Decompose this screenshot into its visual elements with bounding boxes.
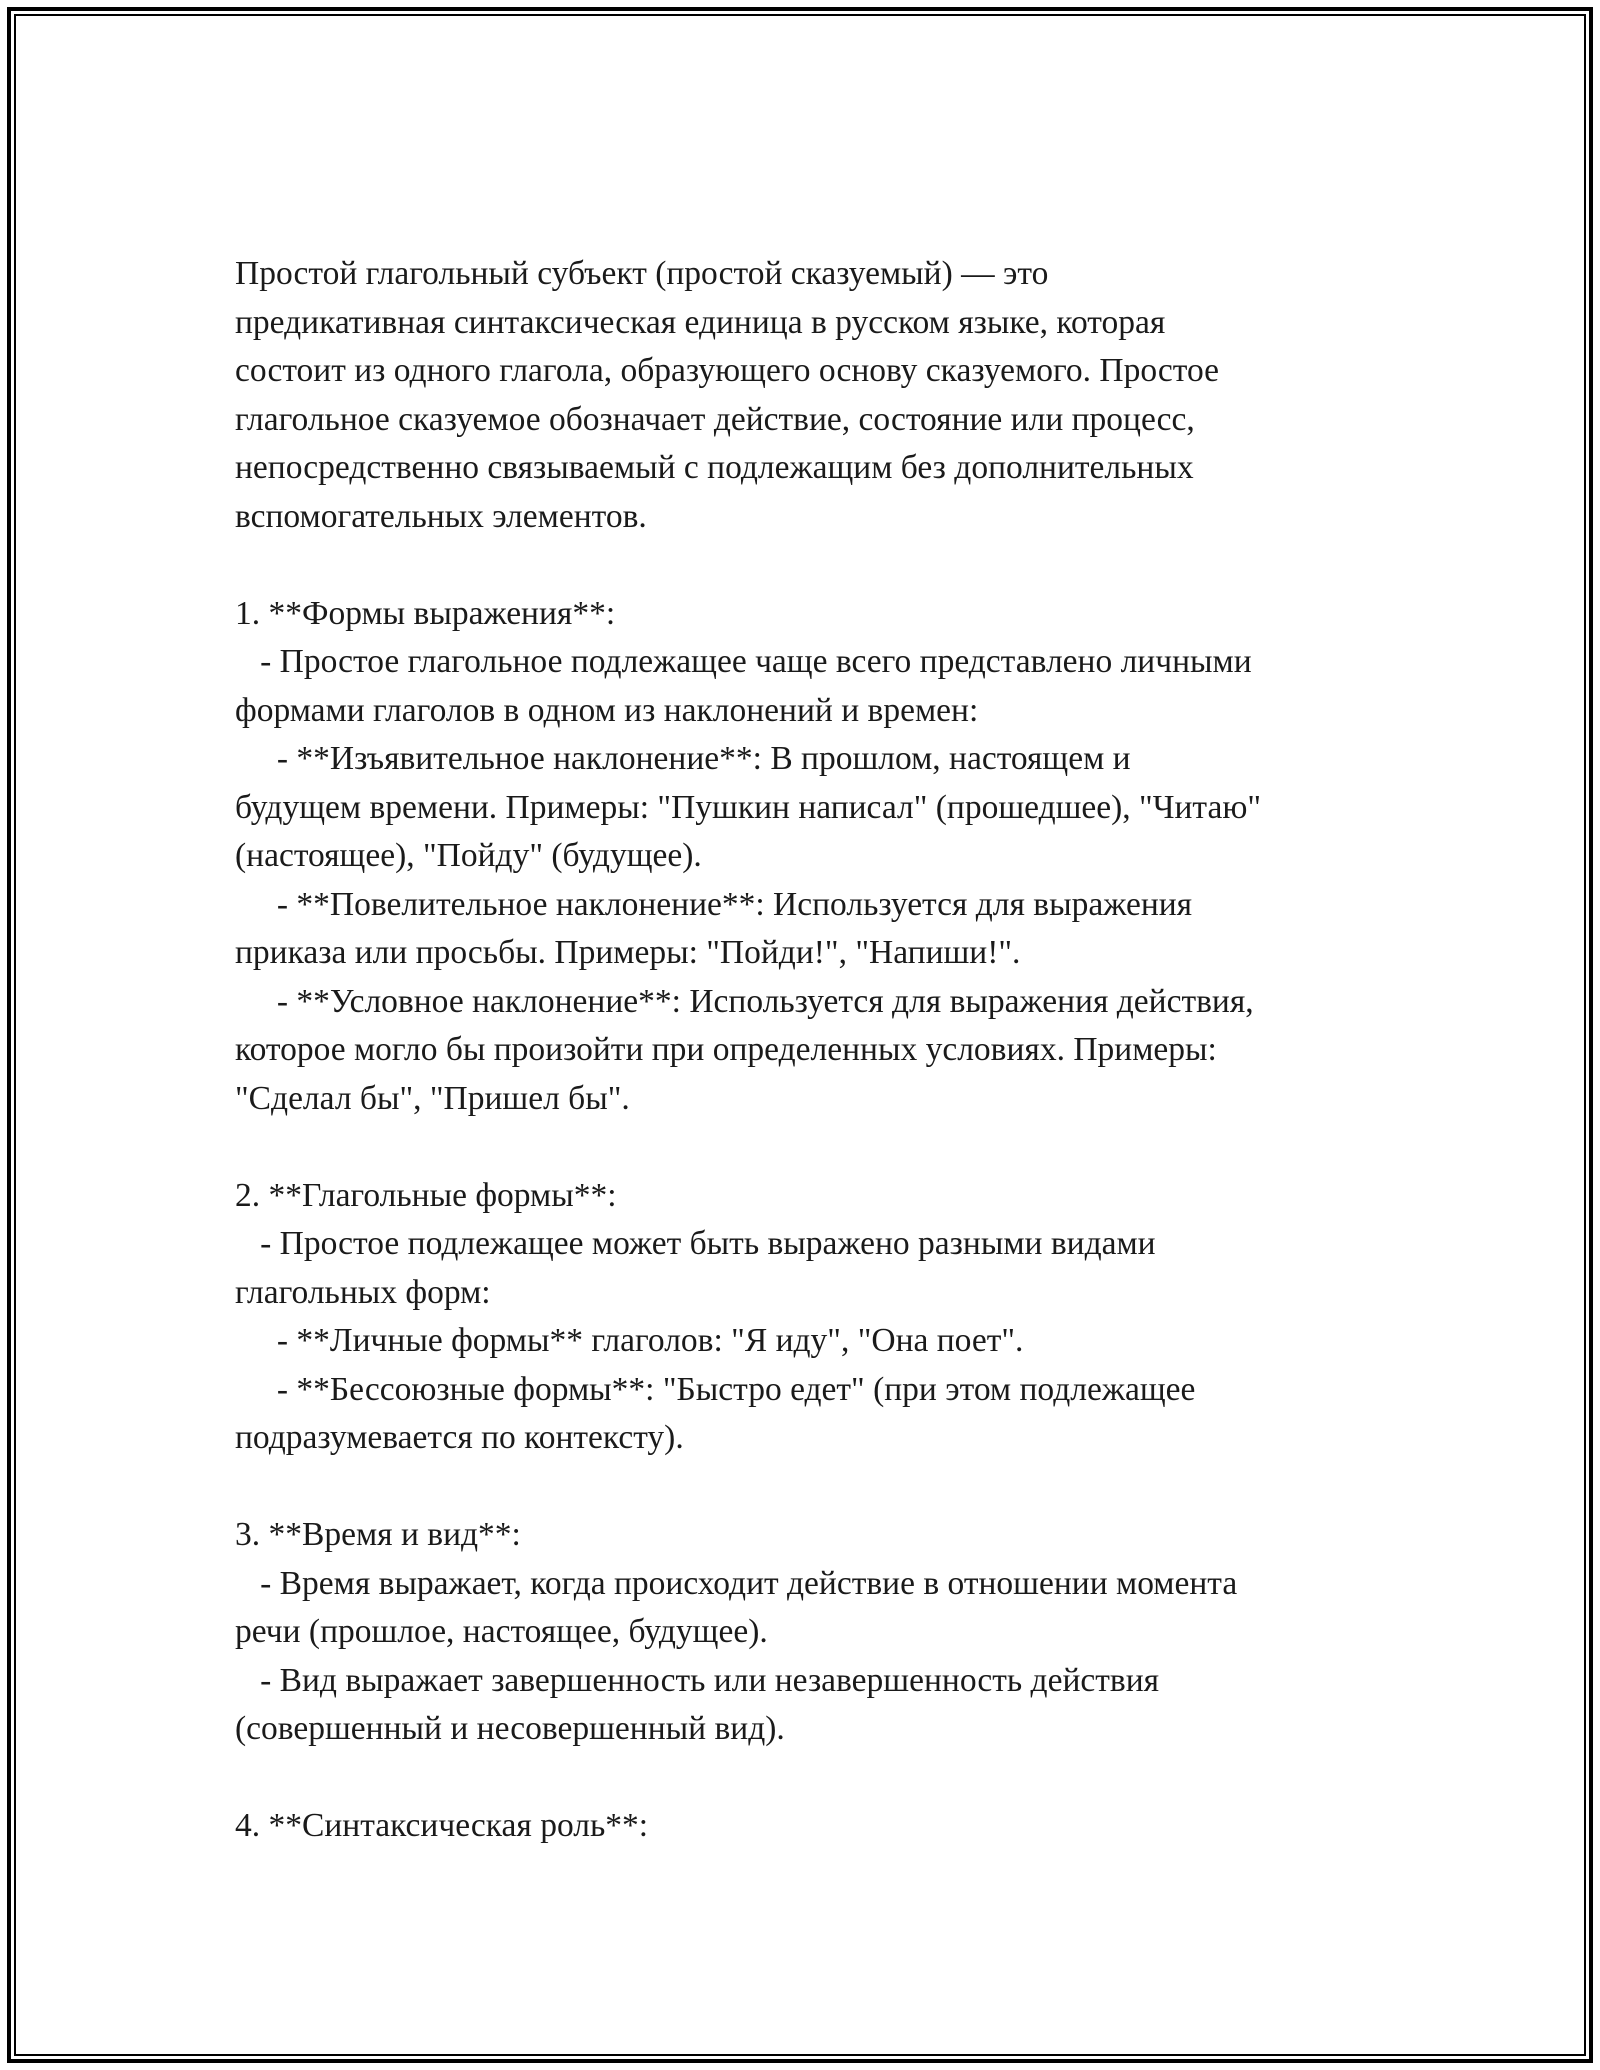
text-line: - **Личные формы** глаголов: "Я иду", "Она поет". bbox=[235, 1322, 1024, 1359]
section-heading: 3. **Время и вид**: bbox=[235, 1516, 521, 1553]
text-line: - Время выражает, когда происходит действие в отношении момента bbox=[235, 1564, 1238, 1602]
section-verb-forms bbox=[235, 1172, 1395, 1463]
text-line: глагольных форм: bbox=[235, 1273, 491, 1311]
text-line: "Сделал бы", "Пришел бы". bbox=[235, 1079, 630, 1117]
text-line: подразумевается по контексту). bbox=[235, 1419, 684, 1456]
section-heading: 1. **Формы выражения**: bbox=[235, 594, 616, 632]
paragraph-gap bbox=[235, 1123, 1395, 1172]
text-line: - Вид выражает завершенность или незавершенность действия bbox=[235, 1661, 1160, 1699]
paragraph-gap bbox=[235, 1463, 1395, 1512]
text-line: - Простое глагольное подлежащее чаще всего представлено личными bbox=[235, 643, 1252, 680]
paragraph-gap bbox=[235, 1754, 1395, 1803]
intro-paragraph bbox=[235, 250, 1395, 541]
text-line: речи (прошлое, настоящее, будущее). bbox=[235, 1613, 768, 1650]
section-forms-of-expression bbox=[235, 590, 1395, 1124]
text-line: предикативная синтаксическая единица в русском языке, которая bbox=[235, 303, 1166, 341]
section-tense-and-aspect bbox=[235, 1511, 1395, 1754]
text-line: непосредственно связываемый с подлежащим без дополнительных bbox=[235, 449, 1194, 486]
text-line: приказа или просьбы. Примеры: "Пойди!", "Напиши!". bbox=[235, 934, 1021, 971]
text-line: (настоящее), "Пойду" (будущее). bbox=[235, 837, 702, 874]
section-heading: 2. **Глагольные формы**: bbox=[235, 1176, 617, 1214]
text-line: - **Повелительное наклонение**: Используется для выражения bbox=[235, 885, 1193, 923]
text-line: которое могло бы произойти при определенных условиях. Примеры: bbox=[235, 1031, 1217, 1068]
text-line: Простой глагольный субъект (простой сказуемый) — это bbox=[235, 255, 1049, 292]
text-line: - **Условное наклонение**: Используется для выражения действия, bbox=[235, 982, 1254, 1020]
text-line: будущем времени. Примеры: "Пушкин написал" (прошедшее), "Читаю" bbox=[235, 788, 1262, 826]
text-line: (совершенный и несовершенный вид). bbox=[235, 1710, 785, 1747]
document-body bbox=[235, 250, 1395, 1851]
text-line: глагольное сказуемое обозначает действие, состояние или процесс, bbox=[235, 400, 1195, 438]
text-line: состоит из одного глагола, образующего основу сказуемого. Простое bbox=[235, 352, 1219, 389]
text-line: вспомогательных элементов. bbox=[235, 497, 647, 535]
text-line: - **Изъявительное наклонение**: В прошлом, настоящем и bbox=[235, 740, 1131, 777]
text-line: - Простое подлежащее может быть выражено разными видами bbox=[235, 1225, 1156, 1262]
section-syntactic-role bbox=[235, 1802, 1395, 1851]
text-line: формами глаголов в одном из наклонений и времен: bbox=[235, 691, 979, 729]
section-heading: 4. **Синтаксическая роль**: bbox=[235, 1807, 649, 1844]
paragraph-gap bbox=[235, 541, 1395, 590]
text-line: - **Бессоюзные формы**: "Быстро едет" (при этом подлежащее bbox=[235, 1370, 1196, 1408]
